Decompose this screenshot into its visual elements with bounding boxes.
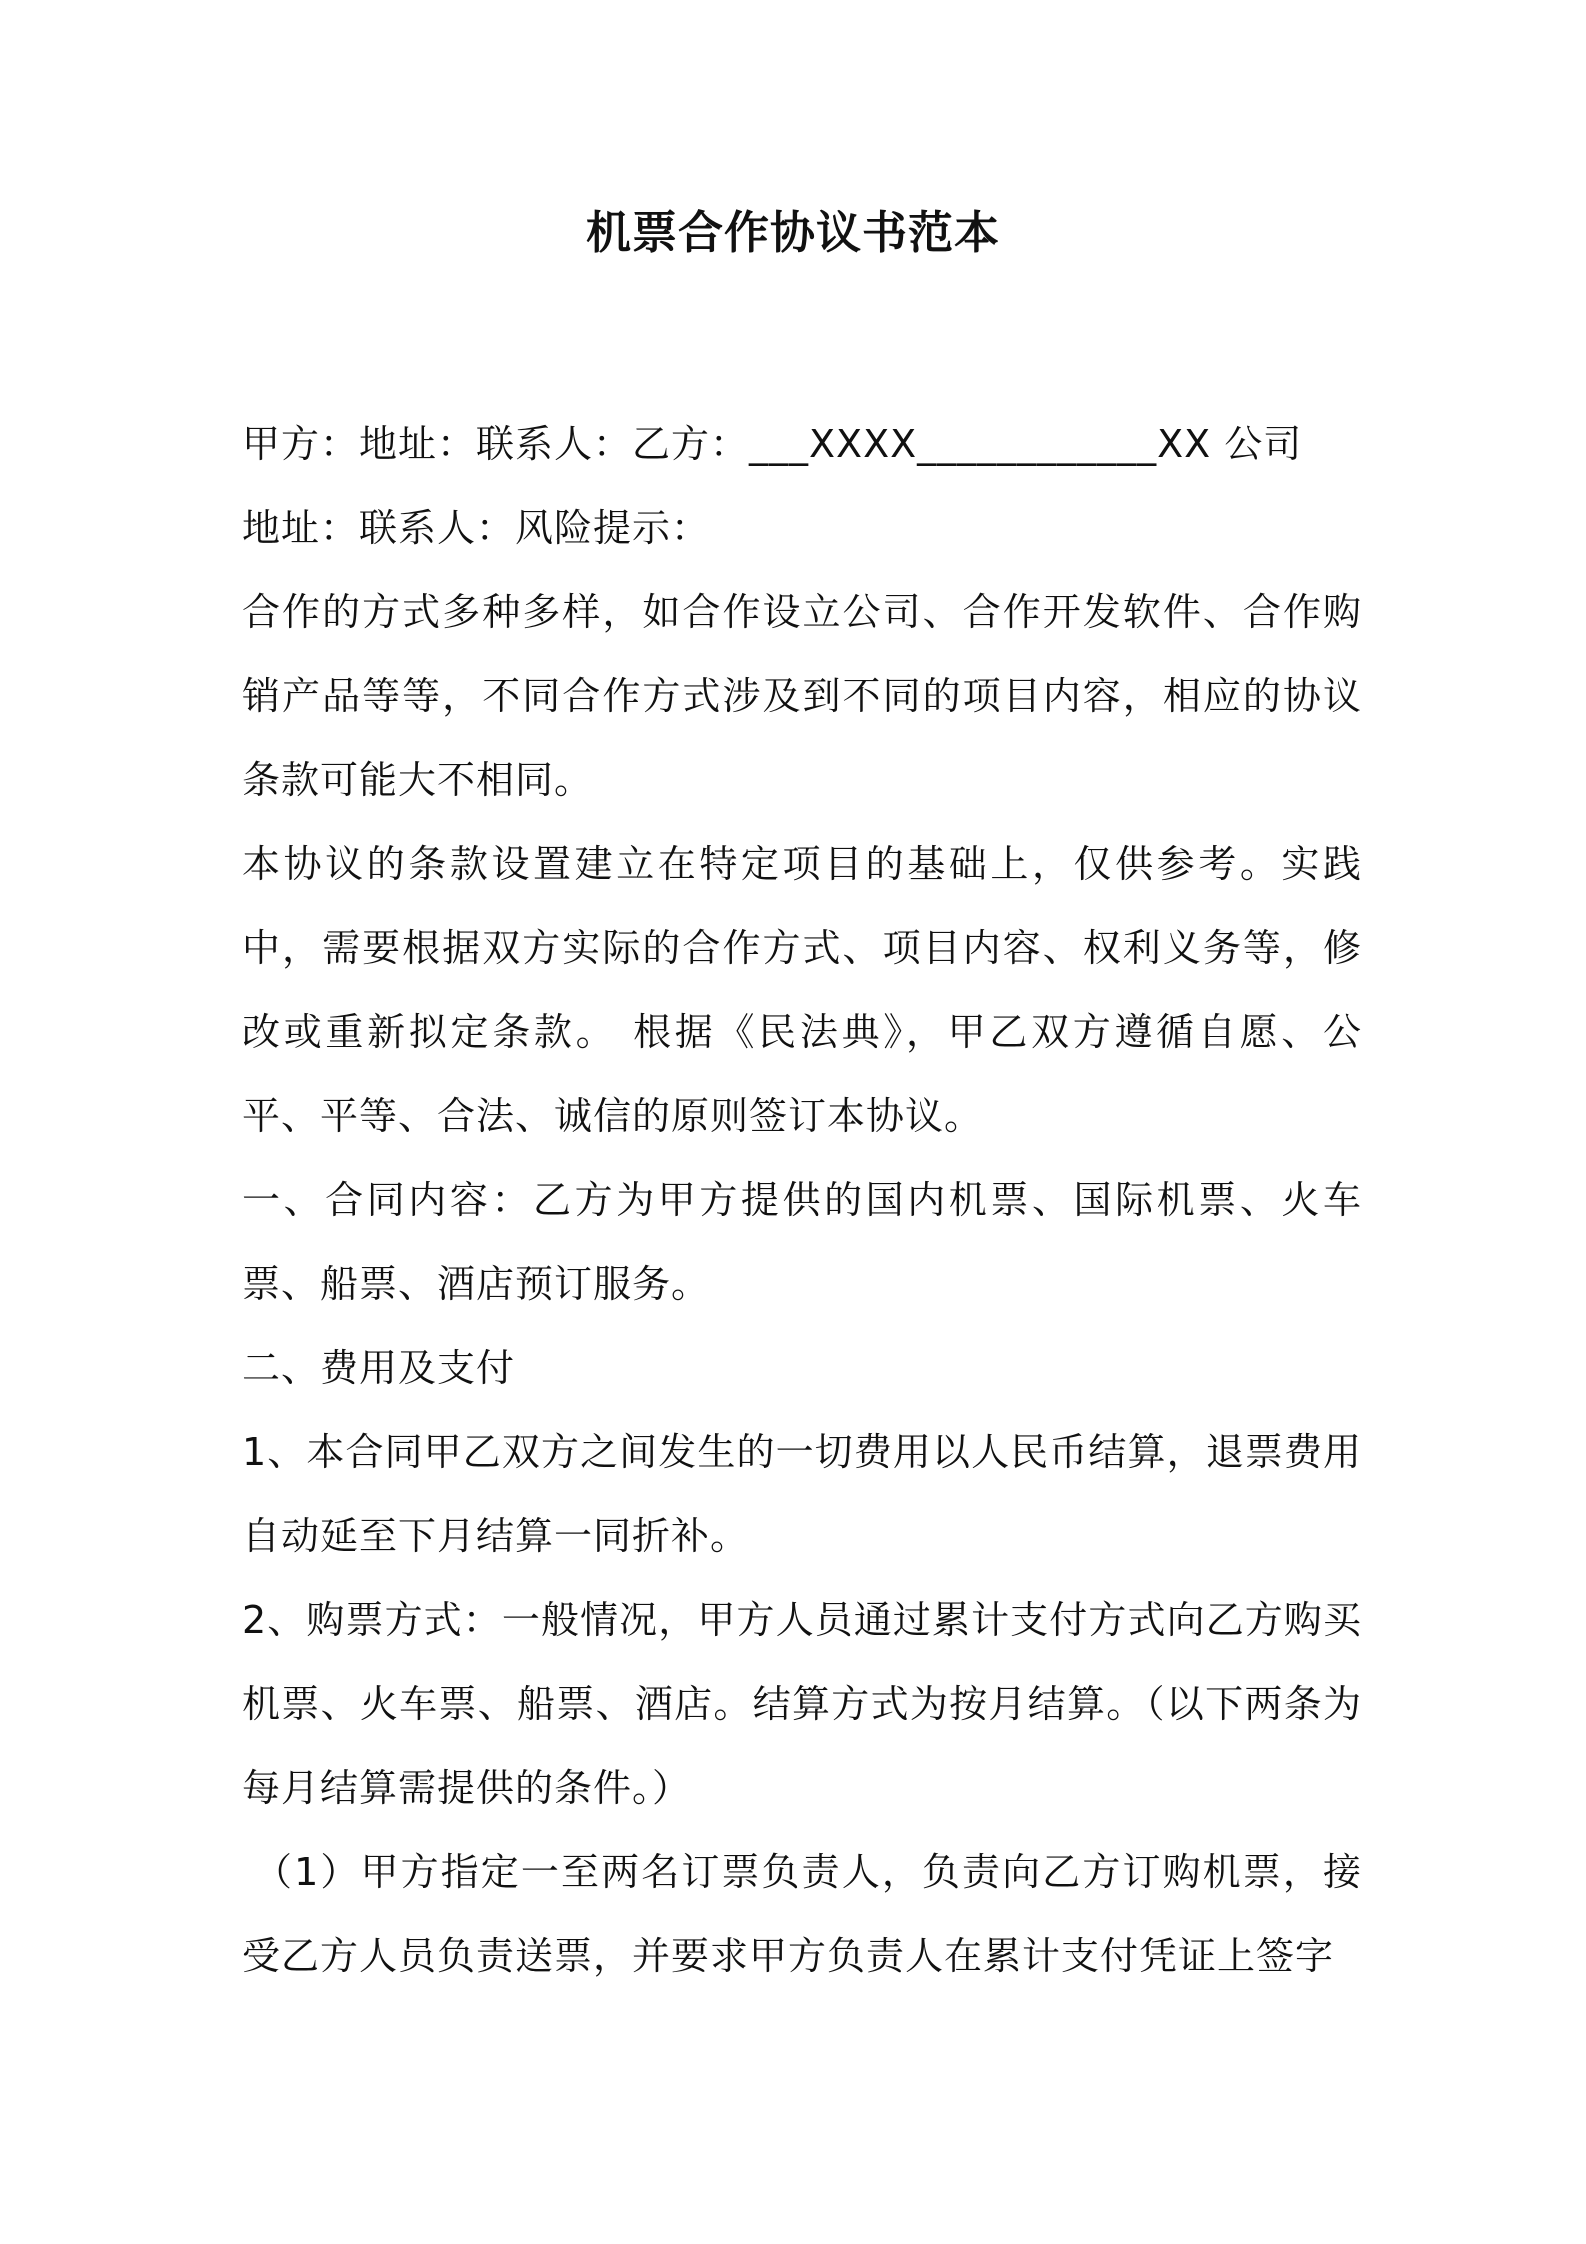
clause-2-purchase-method: 2、购票方式：一般情况，甲方人员通过累计支付方式向乙方购买机票、火车票、船票、酒店。结算方式为按月结算。（以下两条为每月结算需提供的条件。） xyxy=(242,1598,1362,1810)
document-title: 机票合作协议书范本 xyxy=(585,206,1000,259)
reference-notice-paragraph: 本协议的条款设置建立在特定项目的基础上，仅供参考。实践中，需要根据双方实际的合作方式、项目内容、权利义务等，修改或重新拟定条款。 根据《民法典》，甲乙双方遵循自愿、公平、平等、合法、诚信的原则签订本协议。 xyxy=(242,842,1362,1138)
risk-notice-paragraph: 合作的方式多种多样，如合作设立公司、合作开发软件、合作购销产品等等，不同合作方式涉及到不同的项目内容，相应的协议条款可能大不相同。 xyxy=(242,590,1362,802)
subclause-1-booking-contact: （1）甲方指定一至两名订票负责人，负责向乙方订购机票，接受乙方人员负责送票，并要求甲方负责人在累计支付凭证上签字 xyxy=(242,1850,1362,1978)
section-fees-heading: 二、费用及支付 xyxy=(242,1346,516,1390)
clause-1-settlement: 1、本合同甲乙双方之间发生的一切费用以人民币结算，退票费用自动延至下月结算一同折补。 xyxy=(242,1430,1362,1558)
party-a-line: 甲方：地址：联系人：乙方：___XXXX____________XX 公司 xyxy=(242,422,1303,466)
section-contract-content: 一、合同内容：乙方为甲方提供的国内机票、国际机票、火车票、船票、酒店预订服务。 xyxy=(242,1178,1362,1306)
document-body xyxy=(242,402,1362,1998)
party-b-address-line: 地址：联系人：风险提示： xyxy=(242,506,711,550)
